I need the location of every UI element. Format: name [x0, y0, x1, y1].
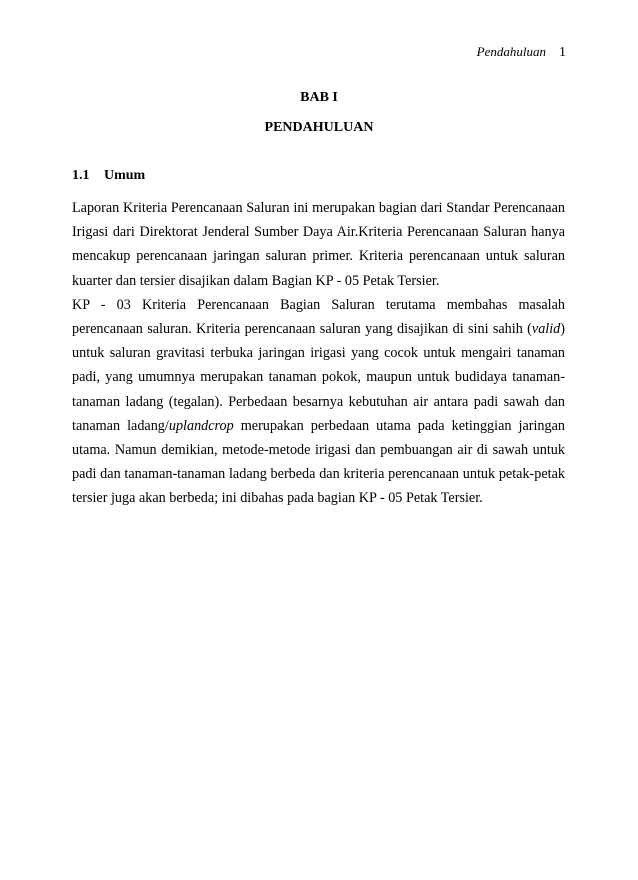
page-number: 1	[559, 45, 566, 60]
chapter-title: PENDAHULUAN	[264, 120, 374, 135]
paragraph-2	[72, 293, 565, 511]
italic-term-uplandcrop: uplandcrop	[168, 417, 234, 434]
section-number: 1.1	[72, 168, 90, 183]
body-text	[72, 196, 565, 511]
running-header	[477, 44, 566, 61]
chapter-number: BAB I	[300, 90, 338, 105]
section-heading	[72, 168, 145, 184]
paragraph-2-part-3: merupakan perbedaan utama pada ketinggian jaringan utama. Namun demikian, metode-metode irigasi dan pembuangan air di sawah untuk padi dan tanaman-tanaman ladang berbeda dan kriteria perencanaan untuk petak-petak tersier juga akan berbeda; ini dibahas pada bagian KP - 05 Petak Tersier.	[72, 417, 565, 507]
italic-term-valid: valid	[531, 321, 561, 338]
section-title: Umum	[104, 168, 146, 183]
paragraph-2-part-1: KP - 03 Kriteria Perencanaan Bagian Saluran terutama membahas masalah perencanaan saluran. Kriteria perencanaan saluran yang disajikan di sini sahih (	[72, 296, 565, 338]
header-title: Pendahuluan	[476, 44, 546, 59]
paragraph-1: Laporan Kriteria Perencanaan Saluran ini merupakan bagian dari Standar Perencanaan Irigasi dari Direktorat Jenderal Sumber Daya Air.Kriteria Perencanaan Saluran hanya mencakup perencanaan jaringan saluran primer. Kriteria perencanaan untuk saluran kuarter dan tersier disajikan dalam Bagian KP - 05 Petak Tersier.	[72, 200, 565, 289]
paragraph-2-part-2: ) untuk saluran gravitasi terbuka jaringan irigasi yang cocok untuk mengairi tanaman padi, yang umumnya merupakan tanaman pokok, maupun untuk budidaya tanaman-tanaman ladang (tegalan). Perbedaan besarnya kebutuhan air antara padi sawah dan tanaman ladang/	[72, 321, 565, 434]
